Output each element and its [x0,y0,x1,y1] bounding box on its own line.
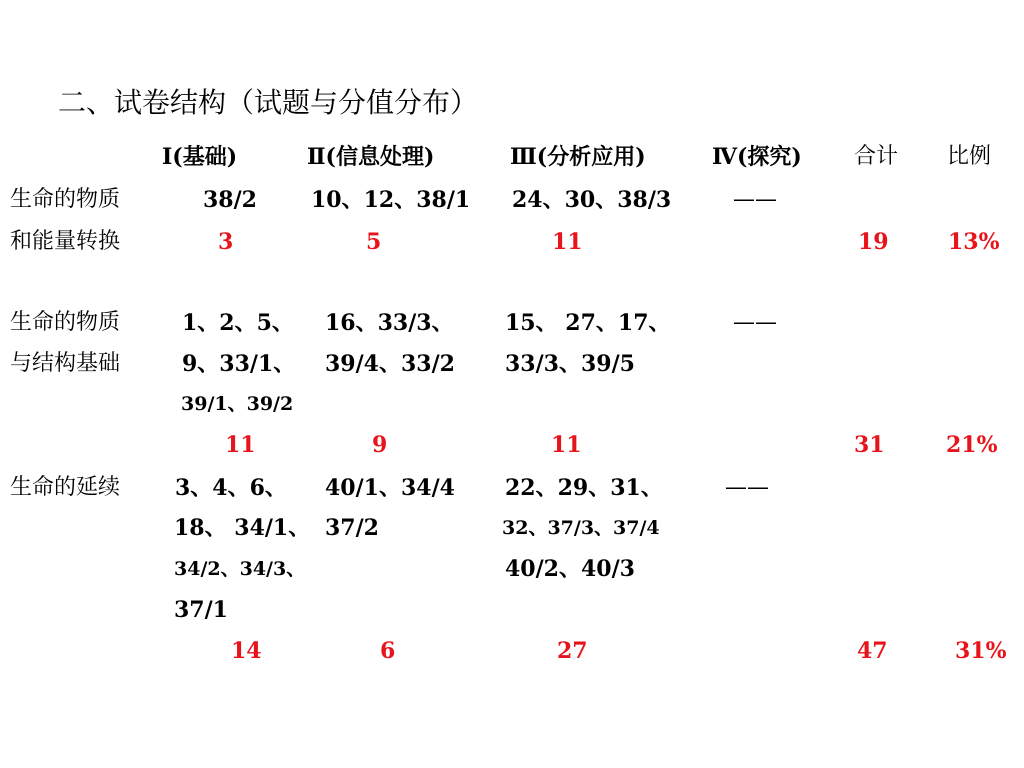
section-1-label-line-1: 生命的物质 [10,187,121,212]
section-1-total-ratio: 13% [948,229,1000,255]
section-3-info-items-line-1: 40/1、34/4 [325,475,455,501]
section-1-info-items: 10、12、38/1 [311,187,471,213]
section-2-basic-items-line-1: 1、2、5、 [182,310,294,336]
section-2-total-ratio: 21% [946,432,998,458]
section-2-total-analysis: 11 [551,432,582,458]
section-3-basic-items-line-3: 34/2、34/3、 [174,558,306,580]
section-2-basic-items-line-2: 9、33/1、 [182,351,296,377]
section-3-total-basic: 14 [231,638,262,664]
section-2-info-items-line-1: 16、33/3、 [325,310,454,336]
section-2-inquiry-dash: —— [733,310,777,335]
section-1-inquiry-dash: —— [733,187,777,212]
section-1-basic-items: 38/2 [203,187,257,213]
section-2-label-line-2: 与结构基础 [10,351,121,376]
section-3-label: 生命的延续 [10,475,121,500]
section-2-label-line-1: 生命的物质 [10,310,121,335]
section-2-analysis-items-line-2: 33/3、39/5 [505,351,635,377]
section-3-info-items-line-2: 37/2 [325,515,379,541]
section-2-total-basic: 11 [225,432,256,458]
section-3-inquiry-dash: —— [725,475,769,500]
section-3-analysis-items-line-2: 32、37/3、37/4 [502,517,660,539]
section-3-analysis-items-line-3: 40/2、40/3 [505,556,635,582]
section-3-analysis-items-line-1: 22、29、31、 [505,475,663,501]
section-1-total-sum: 19 [858,229,889,255]
page-title: 二、试卷结构（试题与分值分布） [58,86,479,119]
section-3-basic-items-line-4: 37/1 [174,597,228,623]
header-info-processing: Ⅱ(信息处理) [307,144,435,170]
section-2-total-info: 9 [372,432,388,458]
section-3-basic-items-line-1: 3、4、6、 [175,475,287,501]
header-inquiry: Ⅳ(探究) [712,144,802,170]
section-2-basic-items-line-3: 39/1、39/2 [181,393,294,415]
header-total: 合计 [854,144,899,169]
section-1-analysis-items: 24、30、38/3 [512,187,672,213]
section-1-total-basic: 3 [218,229,234,255]
section-1-total-info: 5 [366,229,382,255]
section-2-analysis-items-line-1: 15、 27、17、 [505,310,671,336]
header-ratio: 比例 [947,144,992,169]
section-1-total-analysis: 11 [552,229,583,255]
section-3-total-info: 6 [380,638,396,664]
section-3-total-sum: 47 [857,638,888,664]
header-basic: Ⅰ(基础) [162,144,238,170]
section-3-total-ratio: 31% [955,638,1007,664]
header-analysis-application: Ⅲ(分析应用) [510,144,646,170]
section-1-label-line-2: 和能量转换 [10,229,121,254]
section-3-total-analysis: 27 [557,638,588,664]
section-2-info-items-line-2: 39/4、33/2 [325,351,455,377]
section-3-basic-items-line-2: 18、 34/1、 [174,515,311,541]
section-2-total-sum: 31 [854,432,885,458]
